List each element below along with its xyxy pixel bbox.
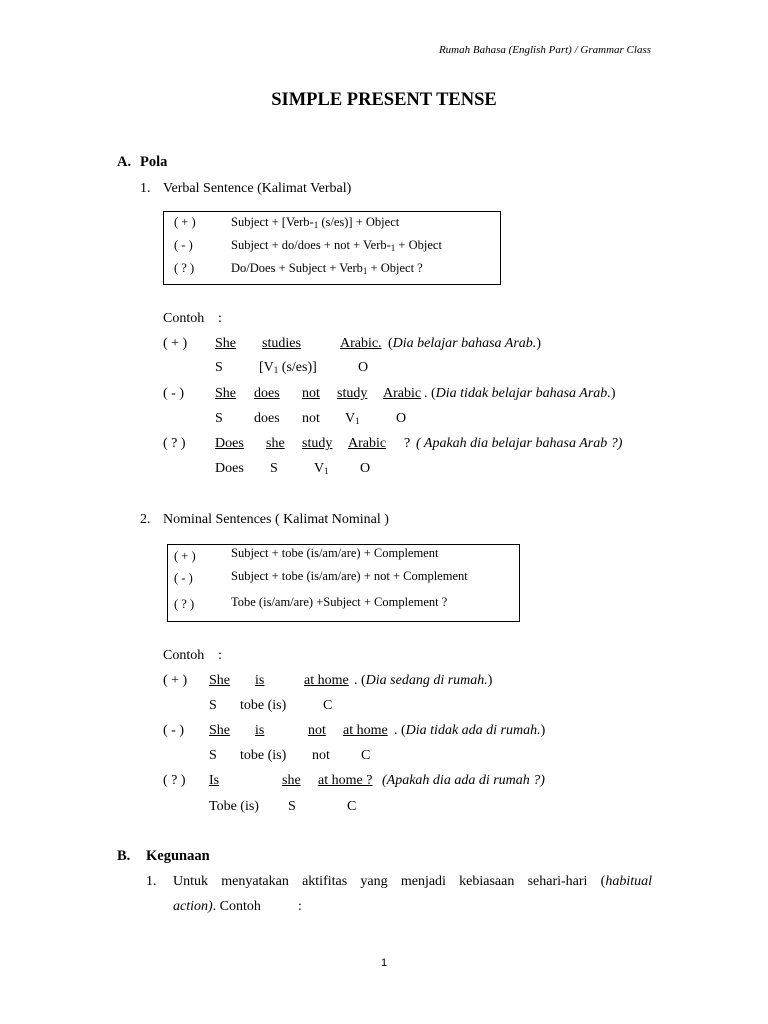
nominal-pattern-sign: ( - ) [174,571,193,585]
example-sign: ( - ) [163,386,184,401]
verbal-pattern-positive: Subject + [$Verb-_1$ (s/es)] + Object [231,215,400,230]
contoh-colon: : [218,648,222,663]
example-sign: ( ? ) [163,773,186,788]
nominal-number: 2. [140,512,151,527]
label-s: S [270,461,278,476]
label-o: O [360,461,371,476]
contoh-colon: : [298,899,302,914]
label-v: $V_1$ [314,461,329,476]
nominal-pattern-sign: ( + ) [174,549,196,563]
label-not: not [312,748,330,763]
label-tobe: Tobe (is) [209,799,259,814]
example-sign: ( - ) [163,723,184,738]
example-word: Arabic [383,386,422,401]
label-s: S [288,799,296,814]
example-word: She [215,386,236,401]
example-sign: ( ? ) [163,436,186,451]
example-word: Arabic [348,436,387,451]
section-b-label: B. [117,848,131,864]
example-word: not [302,386,320,401]
running-header: Rumah Bahasa (English Part) / Grammar Class [438,44,651,56]
section-a-heading: Pola [140,154,168,170]
example-translation: (Apakah dia ada di rumah ?) [382,773,545,788]
label-s: S [209,748,217,763]
label-c: C [323,698,333,713]
example-word: She [209,723,230,738]
question-mark: ? [404,436,411,451]
nominal-pattern-sign: ( ? ) [174,597,195,611]
example-word: she [282,773,301,788]
example-word: is [255,723,265,738]
example-word: She [215,336,236,351]
example-sign: ( + ) [163,673,188,688]
verbal-number: 1. [140,181,151,196]
section-b-heading: Kegunaan [146,848,210,864]
example-translation: ( Apakah dia belajar bahasa Arab ?) [416,436,623,451]
example-word: does [254,386,280,401]
example-translation: . (Dia tidak ada di rumah.) [394,723,546,738]
example-word: she [266,436,285,451]
label-does: does [254,411,280,426]
verbal-pattern-sign: ( + ) [174,215,196,229]
verbal-pattern-question: Do/Does + Subject + Verb$_1$ + Object ? [231,261,423,276]
contoh-colon: : [218,311,222,326]
example-word: at home [343,723,388,738]
verbal-pattern-negative: Subject + do/does + not + Verb-$_1$ + Object [231,238,442,253]
label-v: [$V_1$ (s/es)] [259,360,317,375]
label-o: O [358,360,369,375]
example-word: studies [262,336,301,351]
nominal-pattern-question: Tobe (is/am/are) +Subject + Complement ? [231,595,448,609]
verbal-heading: Verbal Sentence (Kalimat Verbal) [163,181,352,196]
contoh-label: Contoh [163,311,205,326]
section-a-label: A. [117,154,132,170]
kegunaan-item-line2: action). Contoh [173,899,261,914]
label-tobe: tobe (is) [240,748,287,763]
example-translation: (Dia belajar bahasa Arab.) [388,336,541,351]
example-word: study [337,386,368,401]
example-word: not [308,723,326,738]
example-word: Does [215,436,244,451]
label-s: S [209,698,217,713]
verbal-pattern-sign: ( - ) [174,238,193,252]
nominal-pattern-negative: Subject + tobe (is/am/are) + not + Complement [231,569,468,583]
label-does: Does [215,461,244,476]
label-tobe: tobe (is) [240,698,287,713]
example-translation: . (Dia tidak belajar bahasa Arab.) [424,386,616,401]
label-s: S [215,360,223,375]
label-not: not [302,411,320,426]
label-s: S [215,411,223,426]
example-translation: . (Dia sedang di rumah.) [354,673,493,688]
label-c: C [361,748,371,763]
kegunaan-item-number: 1. [146,874,157,889]
verbal-pattern-sign: ( ? ) [174,261,195,275]
page-title: SIMPLE PRESENT TENSE [271,90,497,110]
example-sign: ( + ) [163,336,188,351]
label-c: C [347,799,357,814]
example-word: Arabic. [340,336,382,351]
example-word: is [255,673,265,688]
contoh-label: Contoh [163,648,205,663]
example-word: study [302,436,333,451]
example-word: She [209,673,230,688]
label-v: $V_1$ [345,411,360,426]
label-o: O [396,411,407,426]
example-word: Is [209,773,220,788]
example-word: at home [304,673,349,688]
nominal-pattern-positive: Subject + tobe (is/am/are) + Complement [231,546,439,560]
kegunaan-item-line1: Untuk menyatakan aktifitas yang menjadi kebiasaan sehari-hari (habitual [173,874,652,889]
example-word: at home ? [318,773,373,788]
nominal-heading: Nominal Sentences ( Kalimat Nominal ) [163,512,389,527]
page-number: 1 [380,957,388,969]
